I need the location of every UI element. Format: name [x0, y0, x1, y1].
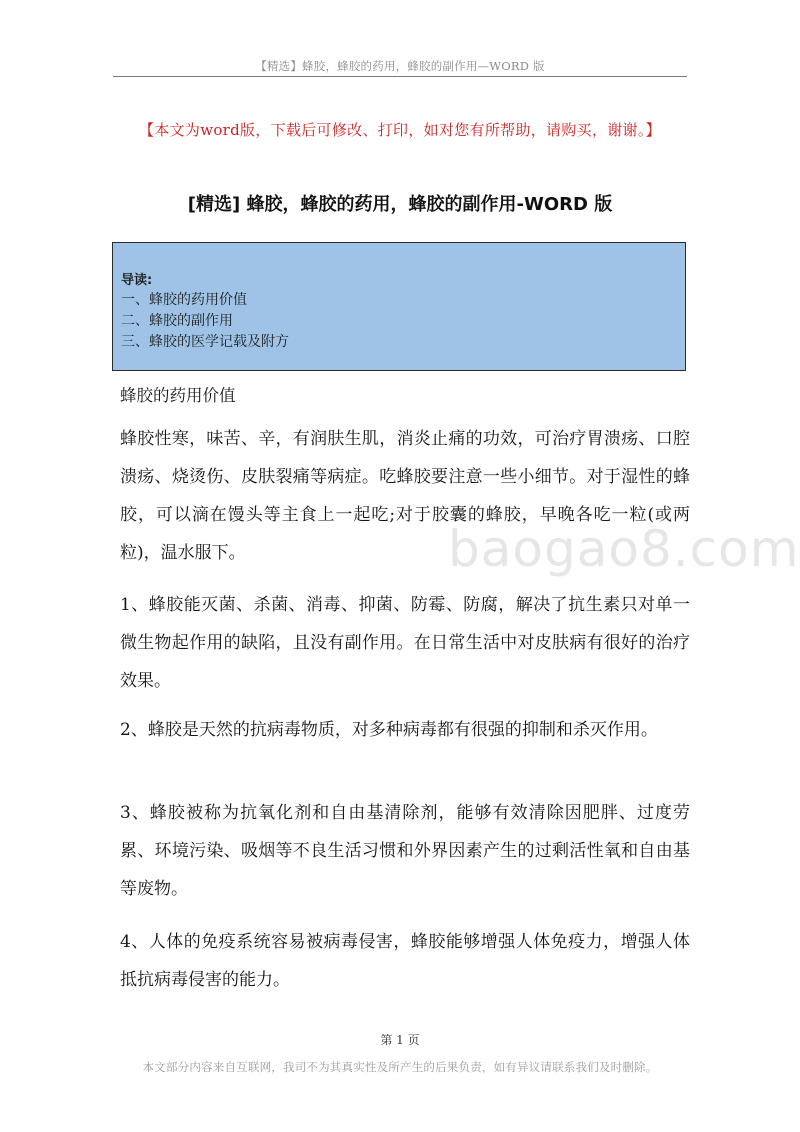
body-paragraph: 蜂胶性寒，味苦、辛，有润肤生肌，消炎止痛的功效，可治疗胃溃疡、口腔溃疡、烧烫伤、皮肤裂痛等病症。吃蜂胶要注意一些小细节。对于湿性的蜂胶，可以滴在馒头等主食上一起吃;对于胶囊的蜂胶，早晚各吃一粒(或两粒)，温水服下。	[120, 429, 690, 563]
guide-item: 二、蜂胶的副作用	[121, 313, 233, 329]
body-paragraph: 2、蜂胶是天然的抗病毒物质，对多种病毒都有很强的抑制和杀灭作用。	[120, 720, 658, 740]
running-header: 【精选】蜂胶，蜂胶的药用，蜂胶的副作用—WORD 版	[255, 59, 545, 73]
footer-disclaimer: 本文部分内容来自互联网，我司不为其真实性及所产生的后果负责，如有异议请联系我们及时删除。	[142, 1060, 658, 1074]
section-heading: 蜂胶的药用价值	[120, 386, 236, 405]
header-divider	[113, 76, 687, 77]
watermark: baogao8.com	[448, 520, 800, 578]
purchase-notice: 【本文为word版，下载后可修改、打印，如对您有所帮助，请购买，谢谢。】	[139, 121, 661, 139]
guide-item: 一、蜂胶的药用价值	[121, 292, 247, 308]
document-title: [精选] 蜂胶，蜂胶的药用，蜂胶的副作用-WORD 版	[187, 194, 613, 215]
body-paragraph: 3、蜂胶被称为抗氧化剂和自由基清除剂，能够有效清除因肥胖、过度劳累、环境污染、吸烟等不良生活习惯和外界因素产生的过剩活性氧和自由基等废物。	[120, 803, 690, 899]
body-paragraph: 4、人体的免疫系统容易被病毒侵害，蜂胶能够增强人体免疫力，增强人体抵抗病毒侵害的能力。	[120, 932, 690, 990]
guide-item: 三、蜂胶的医学记载及附方	[121, 334, 289, 350]
page-number: 第 1 页	[380, 1033, 420, 1047]
body-paragraph: 1、蜂胶能灭菌、杀菌、消毒、抑菌、防霉、防腐，解决了抗生素只对单一微生物起作用的缺陷，且没有副作用。在日常生活中对皮肤病有很好的治疗效果。	[120, 595, 690, 691]
guide-box	[112, 242, 686, 371]
guide-label: 导读:	[121, 273, 153, 288]
